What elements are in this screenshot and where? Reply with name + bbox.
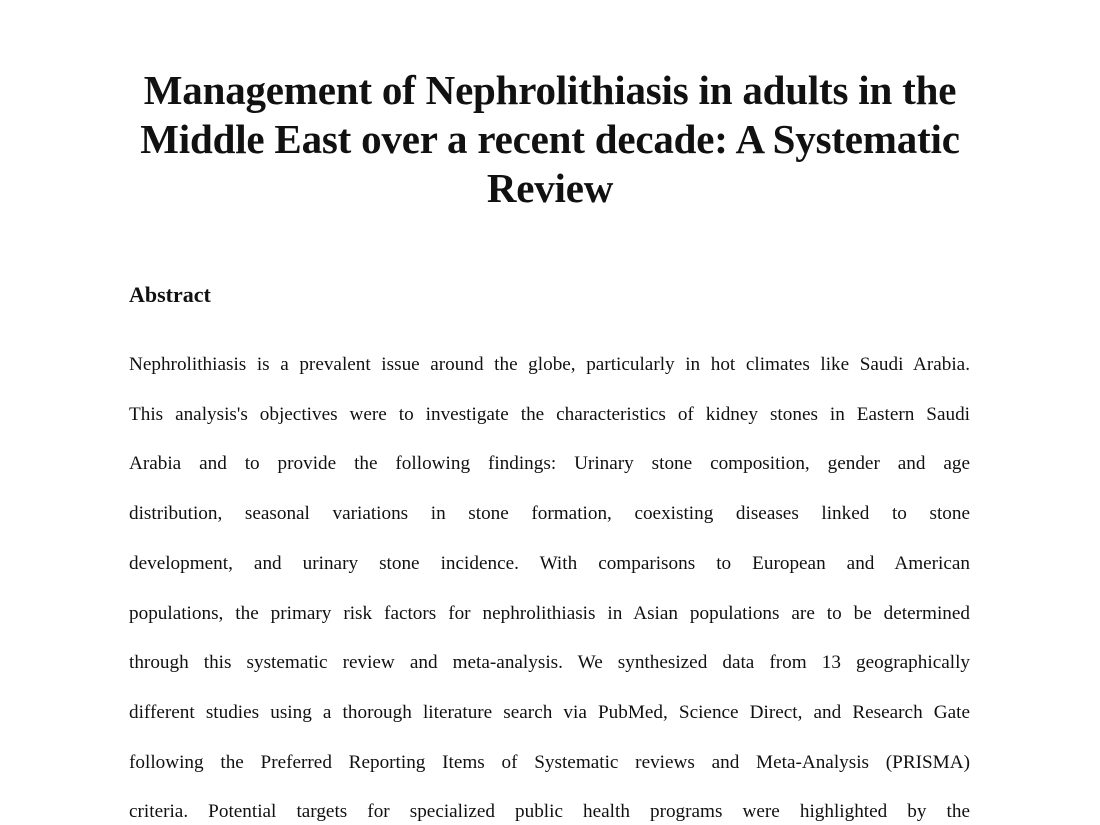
- abstract-line-8: different studies using a thorough literature search via PubMed, Science Direct, and Research Gate: [129, 701, 970, 723]
- abstract-line-1: Nephrolithiasis is a prevalent issue around the globe, particularly in hot climates like Saudi Arabia.: [129, 354, 970, 375]
- abstract-heading: Abstract: [129, 282, 211, 307]
- abstract-body: [129, 340, 970, 825]
- abstract-line-5: development, and urinary stone incidence. With comparisons to European and American: [129, 552, 970, 574]
- abstract-line-4: distribution, seasonal variations in stone formation, coexisting diseases linked to stone: [129, 503, 970, 525]
- abstract-line-9: following the Preferred Reporting Items of Systematic reviews and Meta-Analysis (PRISMA): [129, 751, 970, 773]
- abstract-line-10: criteria. Potential targets for specialized public health programs were highlighted by the: [129, 801, 970, 823]
- paper-title: Management of Nephrolithiasis in adults in the Middle East over a recent decade: A Systematic Review: [140, 67, 960, 211]
- abstract-line-7: through this systematic review and meta-analysis. We synthesized data from 13 geographically: [129, 652, 970, 674]
- abstract-line-3: Arabia and to provide the following findings: Urinary stone composition, gender and age: [129, 453, 970, 475]
- abstract-line-6: populations, the primary risk factors for nephrolithiasis in Asian populations are to be determined: [129, 602, 970, 624]
- abstract-line-2: This analysis's objectives were to investigate the characteristics of kidney stones in Eastern Saudi: [129, 403, 970, 425]
